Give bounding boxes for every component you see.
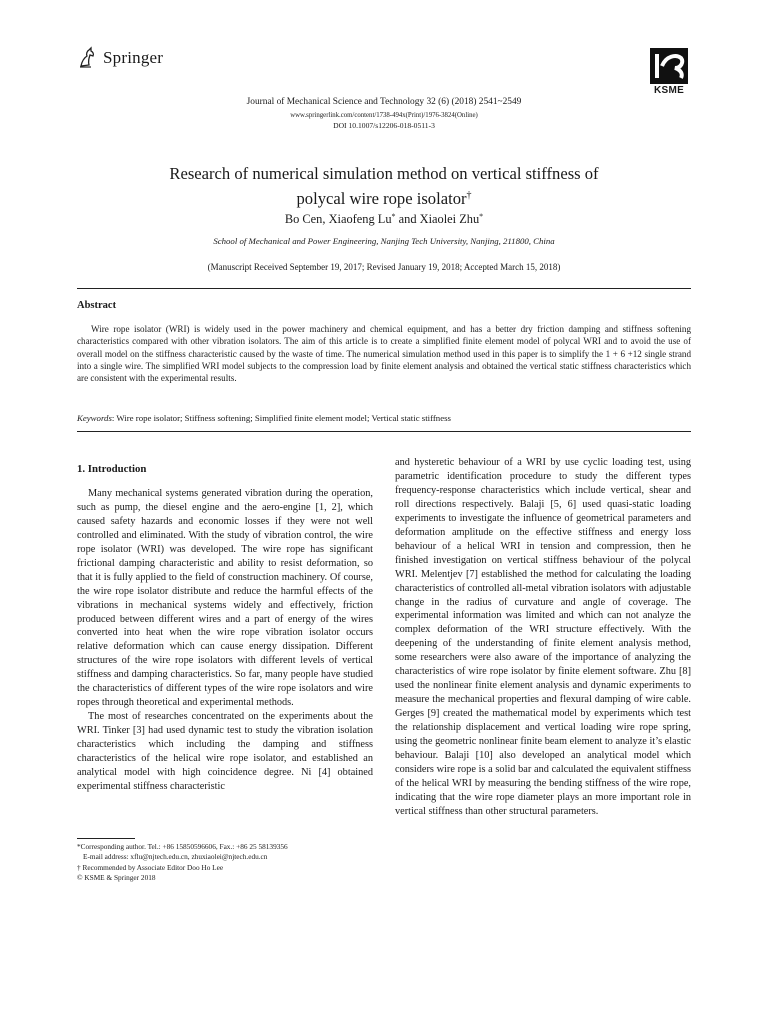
footnote-corresponding: *Corresponding author. Tel.: +86 15850596606, Fax.: +86 25 58139356 <box>77 842 288 851</box>
footnote-divider <box>77 838 135 839</box>
keywords <box>77 413 691 423</box>
title-line-2 <box>0 185 768 210</box>
divider <box>77 288 691 289</box>
springer-wordmark: Springer <box>103 48 164 67</box>
title-line-1: Research of numerical simulation method on vertical stiffness of <box>169 164 599 183</box>
footnotes <box>77 842 377 883</box>
paragraph: and hysteretic behaviour of a WRI by use cyclic loading test, using parametric identification procedure to study the different types frequency-response characteristics which include vertical, shear and roll directions respectively. Balaji [5, 6] used quasi-static loading experiments to investigate the influence of geometrical parameters and deformation amplitude on the effective stiffness and energy loss behaviour of a helical WRI in tension and compression, then he finished investigation on vertical stiffness behaviour of the polycal WRI. Melentjev [7] established the method for calculating the loading characteristics of controlled all-metal vibration isolators with adjustable change in the radius of curvature and angle of coverage. The experimental information was limited and which can not analyze the complex deformation of the WRI structure effectively. With the deepening of the understanding of finite element analysis method, some researchers were also aware of the importance of analyzing the characteristics of wire rope isolator by finite element software. Zhu [8] used the nonlinear finite element analysis and dynamic experiments to measure the mechanical properties and flexural damping of wire cable. Gerges [9] created the mathematical model by experiments which test the relationship displacement and vertical loading wire rope spring, using the geometric nonlinear finite beam element to analyze it’s elastic behaviour. Balaji [10] also developed an analytical model which considers wire rope is a solid bar and calculated the equivalent stiffness of the helical WRI by measuring the bending stiffness of the wire rope, indicating that the wire rope diameter plays an more important role in vertical stiffness than other structural parameters. <box>395 457 691 817</box>
author-list <box>0 212 768 227</box>
title-dagger: † <box>466 190 472 201</box>
ksme-logo <box>648 48 690 96</box>
corresponding-mark: * <box>391 212 396 221</box>
paper-title <box>0 163 768 210</box>
title-line-2-text: polycal wire rope isolator <box>296 189 467 208</box>
footnote-email: E-mail address: xflu@njtech.edu.cn, zhuxiaolei@njtech.edu.cn <box>83 852 268 862</box>
affiliation: School of Mechanical and Power Engineering, Nanjing Tech University, Nanjing, 211800, China <box>213 236 555 246</box>
ksme-emblem-icon <box>650 48 688 84</box>
doi: DOI 10.1007/s12206-018-0511-3 <box>333 121 435 130</box>
paragraph: The most of researches concentrated on the experiments about the WRI. Tinker [3] had used dynamic test to study the vibration isolation characteristics which including the damping and stiffness characteristics of the helical wire rope isolator, and established an analytical model with high coincidence degree. Ni [4] obtained experimental stiffness characteristic <box>77 711 373 792</box>
column-right <box>395 456 691 819</box>
footnote-recommended: † Recommended by Associate Editor Doo Ho Lee <box>77 862 224 872</box>
abstract-heading: Abstract <box>77 300 117 311</box>
author-name: Xiaofeng Lu <box>328 212 392 226</box>
author-name: Bo Cen, <box>284 212 329 226</box>
divider <box>77 431 691 432</box>
column-left <box>77 463 373 794</box>
author-join: and <box>395 212 420 226</box>
manuscript-dates: (Manuscript Received September 19, 2017; Revised January 19, 2018; Accepted March 15, 2018) <box>207 262 561 272</box>
footnote-copyright: © KSME & Springer 2018 <box>77 872 156 882</box>
keywords-list: : Wire rope isolator; Stiffness softening; Simplified finite element model; Vertical static stiffness <box>111 413 451 423</box>
journal-url: www.springerlink.com/content/1738-494x(Print)/1976-3824(Online) <box>290 112 478 119</box>
paragraph: Many mechanical systems generated vibration during the operation, such as pump, the diesel engine and the aero-engine [1, 2], which caused safety hazards and economic losses if they were not well controlled and eliminated. With the study of vibration control, the wire rope isolator (WRI) was developed. The wire rope has significant frictional damping characteristic and ability to resist deformation, so that it is fully applied to the field of construction machinery. Of course, the wire rope isolator distribute and reduce the harmful effects of the vibrations in mechanical systems widely and effectively, friction produced between different wires and a part of energy of the wires converted into heat when the wire rope vibration isolator occurs relative deformation which can cause energy dissipation. Different structures of the wire rope isolators with different levels of vertical stiffness and damping characteristics. So far, many people have studied the characteristics of different types of the wire rope isolators and wire ropes through theoretical and experimental methods. <box>77 487 373 709</box>
keywords-label: Keywords <box>77 413 112 423</box>
corresponding-mark: * <box>479 212 484 221</box>
ksme-wordmark: KSME <box>653 85 685 96</box>
springer-horse-icon <box>77 46 97 70</box>
abstract-text: Wire rope isolator (WRI) is widely used in the power machinery and chemical equipment, and has a better dry friction damping and stiffness softening characteristics compared with other vibration isolators. The aim of this article is to create a simplified finite element model of polycal WRI and to avoid the use of overall model on the stiffness characteristic caused by the waste of time. The numerical simulation method used in this paper is to simplify the 1 + 6 +12 single strand into a single wire. The simplified WRI model subjects to the compression load by finite element analysis and obtained the vertical static stiffness characteristics which are consistent with the experimental results. <box>77 324 691 384</box>
journal-citation: Journal of Mechanical Science and Technology 32 (6) (2018) 2541~2549 <box>246 97 522 107</box>
springer-logo <box>77 46 163 70</box>
section-heading: 1. Introduction <box>77 463 147 475</box>
author-name: Xiaolei Zhu <box>419 212 480 226</box>
